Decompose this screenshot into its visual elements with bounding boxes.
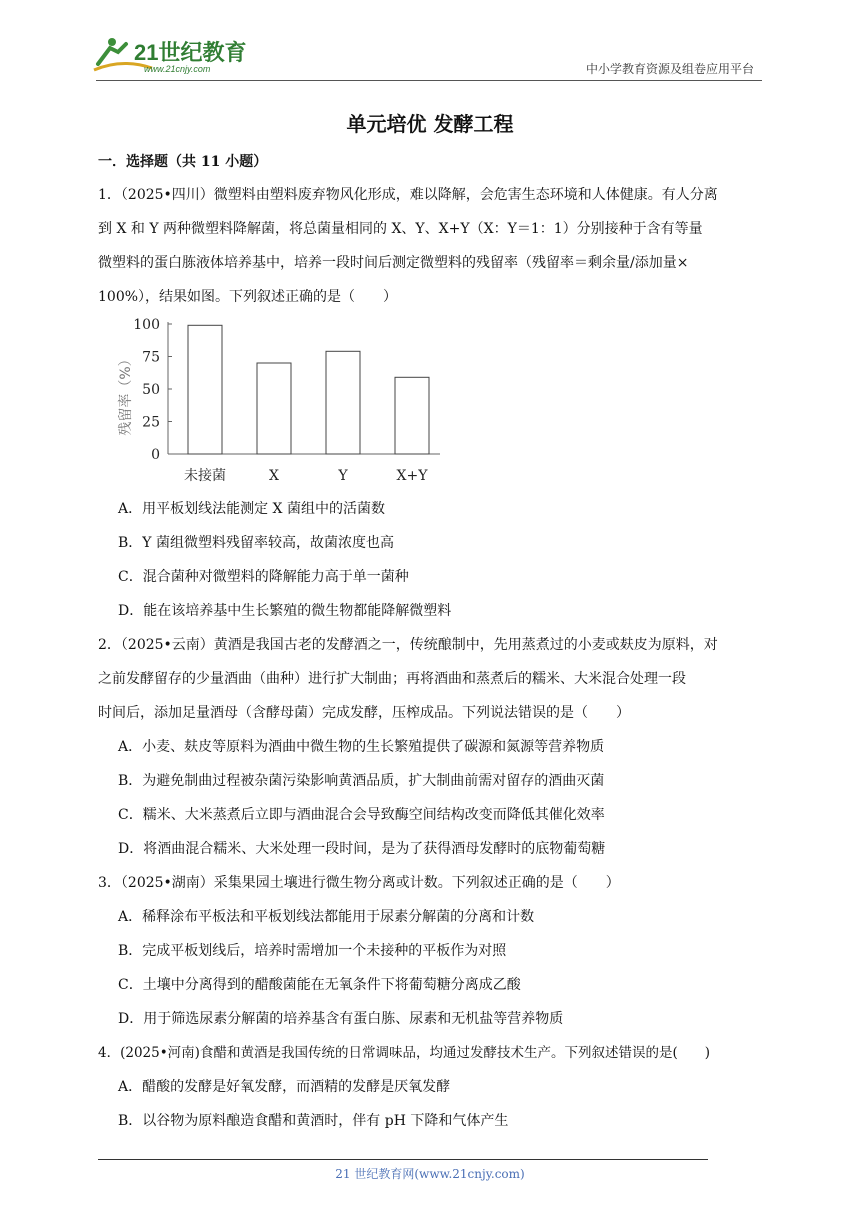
footer-site: 21 世纪教育网(www.21cnjy.com) [335, 1167, 525, 1181]
x-tick-label: Y [338, 468, 348, 484]
question-1-line-2: 到 X 和 Y 两种微塑料降解菌，将总菌量相同的 X、Y、X+Y（X：Y＝1：1）分别接种于含有等量 [98, 221, 703, 237]
y-tick-label: 25 [142, 414, 160, 431]
question-1-option-a: A．用平板划线法能测定 X 菌组中的活菌数 [118, 501, 385, 517]
question-2-line-2: 之前发酵留存的少量酒曲（曲种）进行扩大制曲；再将酒曲和蒸煮后的糯米、大米混合处理一段 [98, 671, 686, 687]
bar-3 [326, 351, 360, 454]
question-4-line-1: 4．(2025•河南)食醋和黄酒是我国传统的日常调味品，均通过发酵技术生产。下列叙述错误的是( ) [98, 1045, 710, 1061]
y-tick-label: 75 [142, 349, 160, 366]
y-tick-label: 100 [133, 317, 160, 333]
y-tick-label: 0 [151, 447, 160, 463]
section-heading: 一．选择题（共 11 小题） [98, 154, 268, 170]
y-axis-label: 残留率（%） [118, 352, 134, 436]
question-4-option-a: A．醋酸的发酵是好氧发酵，而酒精的发酵是厌氧发酵 [118, 1079, 451, 1095]
bar-1 [188, 325, 222, 454]
footer-divider [98, 1159, 708, 1160]
question-3-option-a: A．稀释涂布平板法和平板划线法都能用于尿素分解菌的分离和计数 [118, 909, 535, 925]
platform-name: 中小学教育资源及组卷应用平台 [585, 62, 754, 76]
residual-rate-bar-chart [110, 312, 450, 492]
question-1-line-4: 100%），结果如图。下列叙述正确的是（ ） [98, 289, 398, 305]
x-tick-label: 未接菌 [184, 468, 226, 484]
logo-icon [92, 34, 262, 74]
question-3-option-b: B．完成平板划线后，培养时需增加一个未接种的平板作为对照 [118, 943, 507, 959]
question-3-option-c: C．土壤中分离得到的醋酸菌能在无氧条件下将葡萄糖分离成乙酸 [118, 977, 521, 993]
y-tick-label: 50 [142, 382, 160, 398]
logo-sub-text: www.21cnjy.com [144, 64, 211, 74]
question-3-option-d: D．用于筛选尿素分解菌的培养基含有蛋白胨、尿素和无机盐等营养物质 [118, 1011, 564, 1027]
page-title: 单元培优 发酵工程 [346, 112, 514, 136]
question-2-option-c: C．糯米、大米蒸煮后立即与酒曲混合会导致酶空间结构改变而降低其催化效率 [118, 807, 605, 823]
question-2-option-d: D．将酒曲混合糯米、大米处理一段时间，是为了获得酒母发酵时的底物葡萄糖 [118, 841, 606, 857]
bar-4 [395, 377, 429, 454]
bar-2 [257, 363, 291, 454]
question-1-option-b: B．Y 菌组微塑料残留率较高，故菌浓度也高 [118, 535, 394, 551]
question-1-line-1: 1．（2025•四川）微塑料由塑料废弃物风化形成，难以降解，会危害生态环境和人体健康。有人分离 [98, 187, 718, 203]
question-3-line-1: 3．（2025•湖南）采集果园土壤进行微生物分离或计数。下列叙述正确的是（ ） [98, 875, 620, 891]
question-2-option-b: B．为避免制曲过程被杂菌污染影响黄酒品质，扩大制曲前需对留存的酒曲灭菌 [118, 773, 605, 789]
question-2-line-1: 2．（2025•云南）黄酒是我国古老的发酵酒之一，传统酿制中，先用蒸煮过的小麦或麸皮为原料，对 [98, 637, 718, 653]
question-2-line-3: 时间后，添加足量酒母（含酵母菌）完成发酵，压榨成品。下列说法错误的是（ ） [98, 705, 630, 721]
page-header [92, 30, 762, 80]
x-tick-label: X+Y [396, 468, 428, 484]
question-1-option-c: C．混合菌种对微塑料的降解能力高于单一菌种 [118, 569, 409, 585]
question-1-option-d: D．能在该培养基中生长繁殖的微生物都能降解微塑料 [118, 603, 452, 619]
header-divider [96, 80, 762, 81]
question-1-line-3: 微塑料的蛋白胨液体培养基中，培养一段时间后测定微塑料的残留率（残留率＝剩余量/添加量× [98, 255, 689, 271]
question-2-option-a: A．小麦、麸皮等原料为酒曲中微生物的生长繁殖提供了碳源和氮源等营养物质 [118, 739, 605, 755]
logo-main-text: 21世纪教育 [134, 40, 247, 65]
x-tick-label: X [269, 468, 279, 484]
question-4-option-b: B．以谷物为原料酿造食醋和黄酒时，伴有 pH 下降和气体产生 [118, 1113, 509, 1129]
